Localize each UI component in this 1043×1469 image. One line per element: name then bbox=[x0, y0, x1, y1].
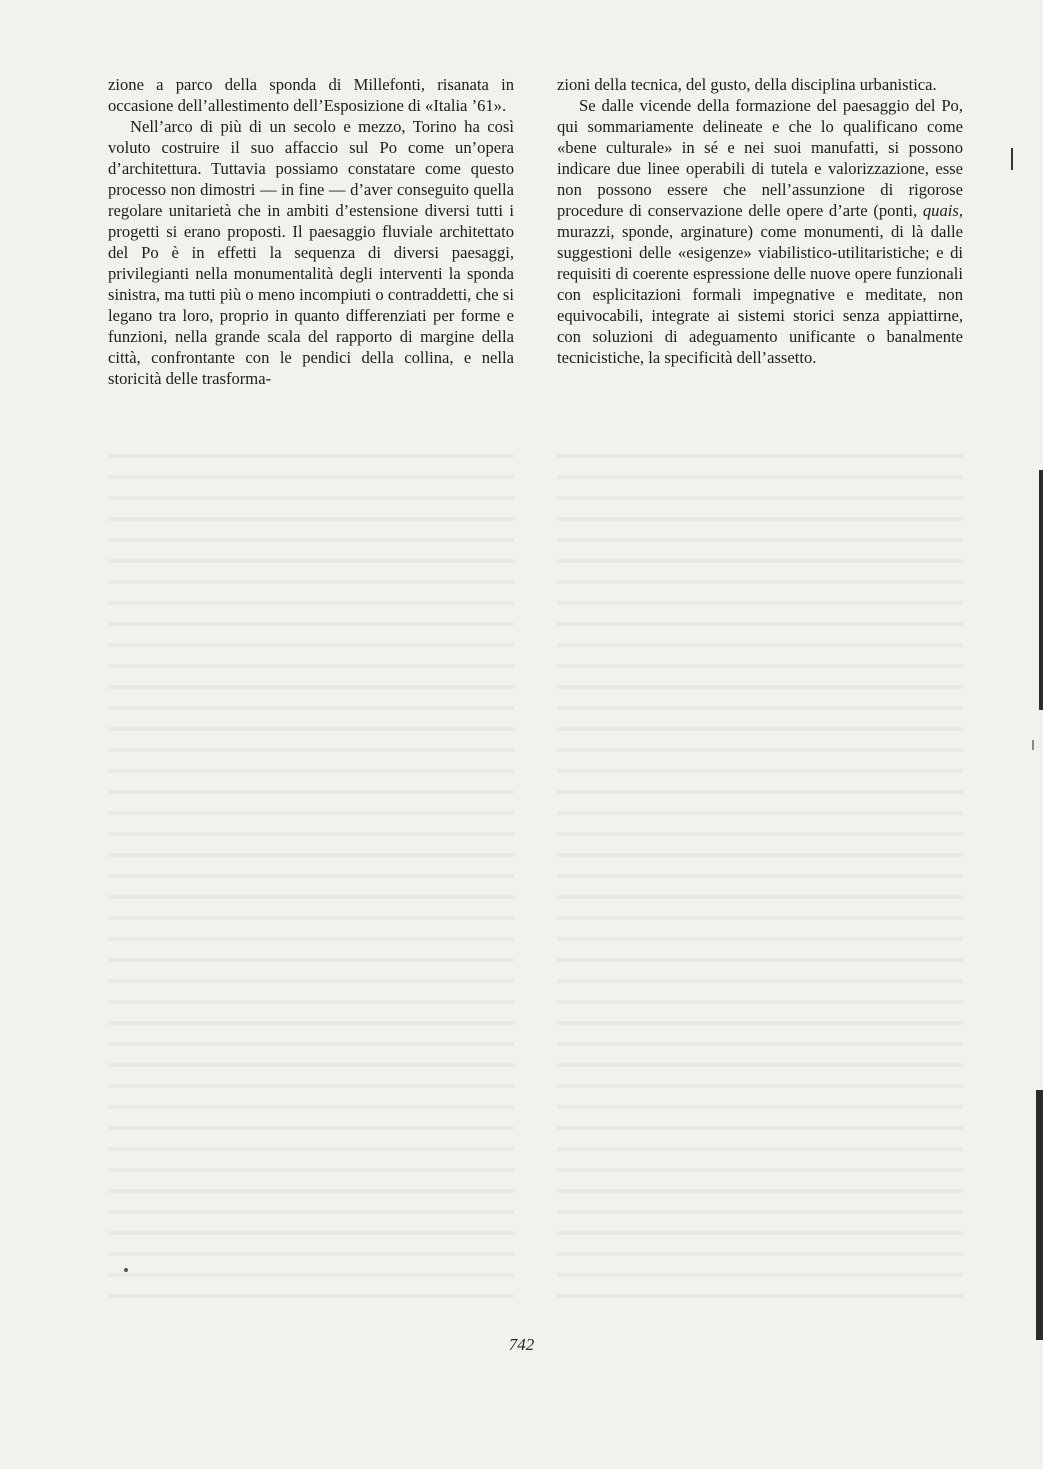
paragraph: Nell’arco di più di un secolo e mezzo, Torino ha così voluto costruire il suo affaccio sul Po come un’opera d’architettura. Tuttavia possiamo constatare come questo processo non dimostri — in fine — d’aver conseguito quella regolare unitarietà che in ambiti d’estensione diversi tutti i progetti si erano proposti. Il paesaggio fluviale architettato del Po è in effetti la sequenza di diversi paesaggi, privilegianti nella monumentalità degli interventi la sponda sinistra, ma tutti più o meno incompiuti o contraddetti, che si legano tra loro, proprio in quanto differenziati per forme e funzioni, nella grande scala del rapporto di margine della città, confrontante con le pendici della collina, e nella storicità delle trasforma- bbox=[108, 117, 514, 388]
scan-speck bbox=[124, 1268, 128, 1272]
right-text-column bbox=[557, 74, 963, 368]
scan-edge-mark bbox=[1036, 1090, 1043, 1340]
margin-tick bbox=[1011, 148, 1013, 170]
paragraph-text: Se dalle vicende della formazione del paesaggio del Po, qui sommariamente delineate e che lo qualificano come «bene culturale» in sé e nei suoi manufatti, si possono indicare due linee operabili di tutela e valorizzazione, esse non possono essere che nell’assunzione di rigorose procedure di conservazione delle opere d’arte (ponti, bbox=[557, 96, 963, 220]
bleed-through-text bbox=[108, 440, 963, 1310]
margin-tick bbox=[1032, 740, 1034, 750]
paragraph bbox=[557, 95, 963, 368]
paragraph-continuation: zioni della tecnica, del gusto, della disciplina urbanistica. bbox=[557, 75, 937, 94]
page-number: 742 bbox=[508, 1335, 535, 1354]
paragraph-continuation: zione a parco della sponda di Millefonti, risanata in occasione dell’allestimento dell’Esposizione di «Italia ’61». bbox=[108, 75, 514, 115]
paragraph-text: , murazzi, sponde, arginature) come monumenti, di là dalle suggestioni delle «esigenze» viabilistico-utilitaristiche; e di requisiti di coerente espressione delle nuove opere funzionali con esplicitazioni formali impegnative e meditate, non equivocabili, integrate ai sistemi storici senza appiattirne, con soluzioni di adeguamento unificante o banalmente tecnicistiche, la specificità dell’assetto. bbox=[557, 201, 963, 367]
scan-edge-mark bbox=[1039, 470, 1043, 710]
left-text-column bbox=[108, 74, 514, 389]
italic-term: quais bbox=[922, 201, 959, 220]
